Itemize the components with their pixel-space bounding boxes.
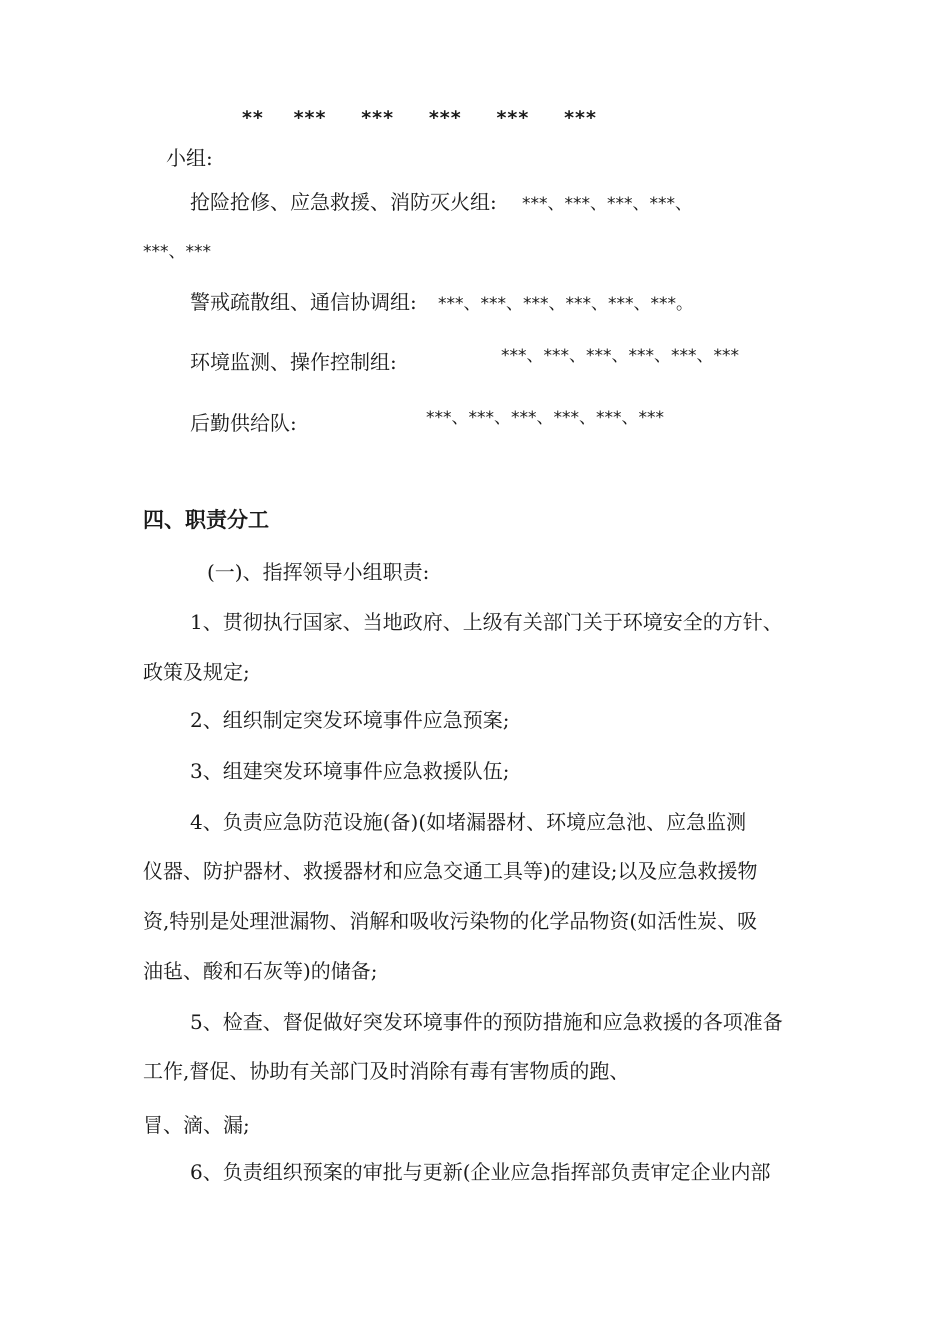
group3-names: ***、***、***、***、***、*** <box>501 346 739 366</box>
name-placeholder: *** <box>293 107 327 129</box>
paragraph-item-4-cont2: 资,特别是处理泄漏物、消解和吸收污染物的化学品物资(如活性炭、吸 <box>143 909 758 933</box>
group4-names: ***、***、***、***、***、*** <box>426 408 664 428</box>
paragraph-item-1-cont: 政策及规定; <box>143 660 250 684</box>
paragraph-item-5: 5、检查、督促做好突发环境事件的预防措施和应急救援的各项准备 <box>190 1010 783 1034</box>
paragraph-item-1: 1、贯彻执行国家、当地政府、上级有关部门关于环境安全的方针、 <box>190 610 783 634</box>
paragraph-item-4-cont3: 油毡、酸和石灰等)的储备; <box>143 959 378 983</box>
subsection-heading: (一)、指挥领导小组职责: <box>207 560 430 584</box>
member-names-row <box>242 106 597 130</box>
paragraph-item-2: 2、组织制定突发环境事件应急预案; <box>190 708 510 732</box>
section-heading: 四、职责分工 <box>143 507 269 532</box>
group2-names: ***、***、***、***、***、***。 <box>438 294 693 314</box>
paragraph-item-5-cont1: 工作,督促、协助有关部门及时消除有毒有害物质的跑、 <box>143 1059 630 1083</box>
name-placeholder: ** <box>242 107 264 129</box>
group4-label: 后勤供给队: <box>190 411 297 435</box>
group3-label: 环境监测、操作控制组: <box>190 350 397 374</box>
group1-names-cont: ***、*** <box>143 242 211 262</box>
paragraph-item-5-cont2: 冒、滴、漏; <box>143 1113 250 1137</box>
group2-label: 警戒疏散组、通信协调组: <box>190 290 417 314</box>
paragraph-item-4-cont1: 仪器、防护器材、救援器材和应急交通工具等)的建设;以及应急救援物 <box>143 859 758 883</box>
group1-label: 抢险抢修、应急救援、消防灭火组: <box>190 190 497 214</box>
name-placeholder: *** <box>428 107 462 129</box>
name-placeholder: *** <box>564 107 597 129</box>
paragraph-item-6: 6、负责组织预案的审批与更新(企业应急指挥部负责审定企业内部 <box>190 1160 771 1184</box>
paragraph-item-4: 4、负责应急防范设施(备)(如堵漏器材、环境应急池、应急监测 <box>190 810 747 834</box>
group1-names: ***、***、***、***、 <box>522 194 692 214</box>
name-placeholder: *** <box>361 107 395 129</box>
groups-label: 小组: <box>166 146 213 170</box>
name-placeholder: *** <box>496 107 530 129</box>
paragraph-item-3: 3、组建突发环境事件应急救援队伍; <box>190 759 510 783</box>
